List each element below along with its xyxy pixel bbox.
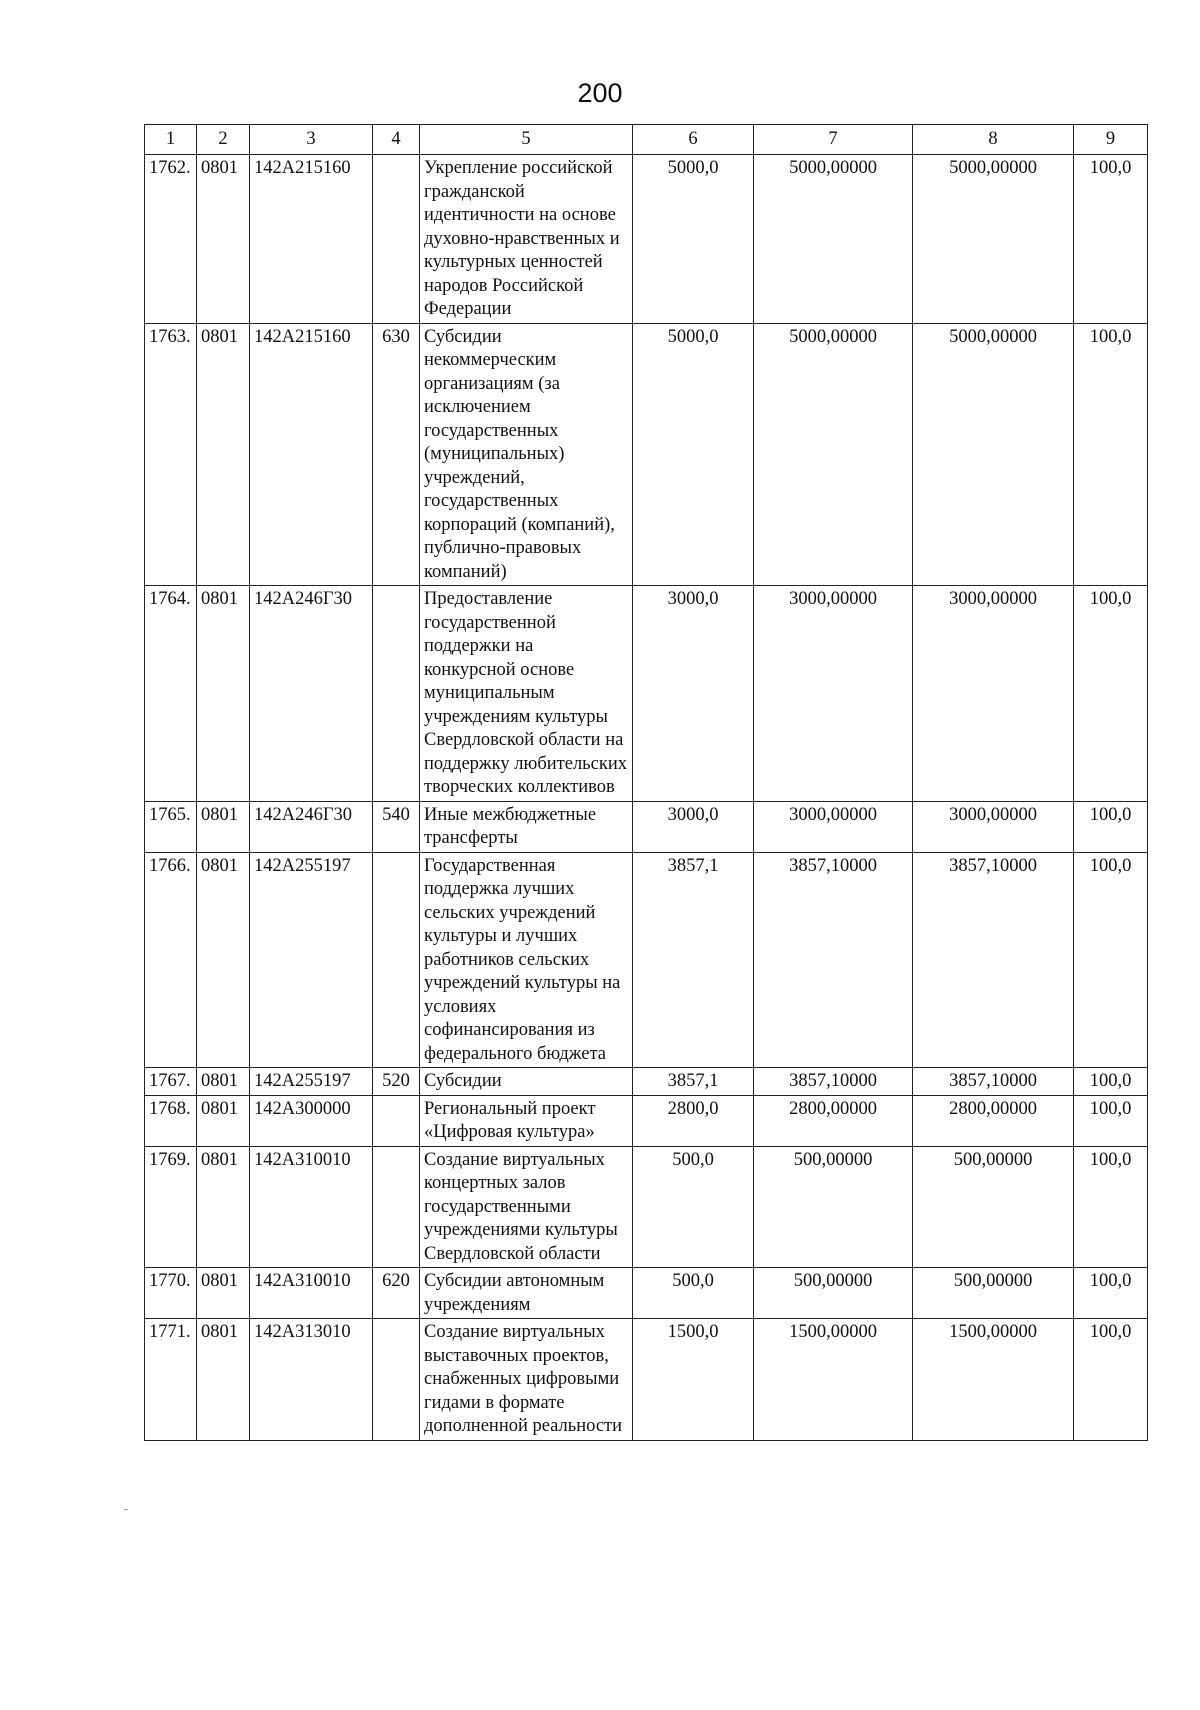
target-article-code: 142А313010 bbox=[250, 1319, 373, 1441]
table-row bbox=[145, 323, 1148, 586]
table-row bbox=[145, 586, 1148, 802]
expense-type-code bbox=[373, 852, 420, 1068]
planned-amount: 3857,10000 bbox=[754, 1068, 913, 1096]
row-number: 1771. bbox=[145, 1319, 197, 1441]
execution-percent: 100,0 bbox=[1074, 155, 1148, 324]
approved-amount: 5000,0 bbox=[633, 323, 754, 586]
table-header-row bbox=[145, 125, 1148, 155]
row-number: 1766. bbox=[145, 852, 197, 1068]
row-number: 1770. bbox=[145, 1268, 197, 1319]
target-article-code: 142А246Г30 bbox=[250, 586, 373, 802]
planned-amount: 2800,00000 bbox=[754, 1095, 913, 1146]
scan-mark bbox=[124, 1509, 128, 1510]
item-name: Субсидии автономным учреждениям bbox=[420, 1268, 633, 1319]
executed-amount: 2800,00000 bbox=[913, 1095, 1074, 1146]
planned-amount: 500,00000 bbox=[754, 1268, 913, 1319]
header-cell: 3 bbox=[250, 125, 373, 155]
row-number: 1762. bbox=[145, 155, 197, 324]
executed-amount: 5000,00000 bbox=[913, 323, 1074, 586]
table-row bbox=[145, 801, 1148, 852]
item-name: Предоставление государственной поддержки на конкурсной основе муниципальным учреждениям культуры Свердловской области на поддержку любительских творческих коллективов bbox=[420, 586, 633, 802]
row-number: 1769. bbox=[145, 1146, 197, 1268]
section-code: 0801 bbox=[197, 1268, 250, 1319]
table-row bbox=[145, 155, 1148, 324]
execution-percent: 100,0 bbox=[1074, 1146, 1148, 1268]
execution-percent: 100,0 bbox=[1074, 1068, 1148, 1096]
header-cell: 8 bbox=[913, 125, 1074, 155]
section-code: 0801 bbox=[197, 852, 250, 1068]
header-cell: 1 bbox=[145, 125, 197, 155]
expense-type-code: 630 bbox=[373, 323, 420, 586]
target-article-code: 142А255197 bbox=[250, 852, 373, 1068]
approved-amount: 3857,1 bbox=[633, 852, 754, 1068]
approved-amount: 3857,1 bbox=[633, 1068, 754, 1096]
header-cell: 7 bbox=[754, 125, 913, 155]
item-name: Государственная поддержка лучших сельских учреждений культуры и лучших работников сельских учреждений культуры на условиях софинансирования из федерального бюджета bbox=[420, 852, 633, 1068]
header-cell: 9 bbox=[1074, 125, 1148, 155]
executed-amount: 1500,00000 bbox=[913, 1319, 1074, 1441]
executed-amount: 3857,10000 bbox=[913, 1068, 1074, 1096]
expense-type-code: 540 bbox=[373, 801, 420, 852]
item-name: Создание виртуальных концертных залов государственными учреждениями культуры Свердловской области bbox=[420, 1146, 633, 1268]
item-name: Субсидии некоммерческим организациям (за исключением государственных (муниципальных) учреждений, государственных корпораций (компаний), публично-правовых компаний) bbox=[420, 323, 633, 586]
section-code: 0801 bbox=[197, 1095, 250, 1146]
target-article-code: 142А215160 bbox=[250, 323, 373, 586]
table-row bbox=[145, 1146, 1148, 1268]
row-number: 1765. bbox=[145, 801, 197, 852]
section-code: 0801 bbox=[197, 1068, 250, 1096]
table-row bbox=[145, 1319, 1148, 1441]
header-cell: 6 bbox=[633, 125, 754, 155]
expense-type-code bbox=[373, 1319, 420, 1441]
approved-amount: 3000,0 bbox=[633, 586, 754, 802]
table-row bbox=[145, 1068, 1148, 1096]
execution-percent: 100,0 bbox=[1074, 586, 1148, 802]
expense-type-code: 520 bbox=[373, 1068, 420, 1096]
executed-amount: 5000,00000 bbox=[913, 155, 1074, 324]
page-number: 200 bbox=[577, 78, 623, 108]
section-code: 0801 bbox=[197, 155, 250, 324]
item-name: Региональный проект «Цифровая культура» bbox=[420, 1095, 633, 1146]
item-name: Создание виртуальных выставочных проектов, снабженных цифровыми гидами в формате дополненной реальности bbox=[420, 1319, 633, 1441]
approved-amount: 3000,0 bbox=[633, 801, 754, 852]
target-article-code: 142А255197 bbox=[250, 1068, 373, 1096]
execution-percent: 100,0 bbox=[1074, 1095, 1148, 1146]
approved-amount: 500,0 bbox=[633, 1146, 754, 1268]
planned-amount: 3000,00000 bbox=[754, 801, 913, 852]
planned-amount: 500,00000 bbox=[754, 1146, 913, 1268]
expense-type-code bbox=[373, 1095, 420, 1146]
expense-type-code bbox=[373, 155, 420, 324]
section-code: 0801 bbox=[197, 801, 250, 852]
section-code: 0801 bbox=[197, 1146, 250, 1268]
target-article-code: 142А215160 bbox=[250, 155, 373, 324]
target-article-code: 142А310010 bbox=[250, 1146, 373, 1268]
expense-type-code bbox=[373, 1146, 420, 1268]
execution-percent: 100,0 bbox=[1074, 323, 1148, 586]
header-cell: 5 bbox=[420, 125, 633, 155]
planned-amount: 3857,10000 bbox=[754, 852, 913, 1068]
target-article-code: 142А246Г30 bbox=[250, 801, 373, 852]
executed-amount: 500,00000 bbox=[913, 1146, 1074, 1268]
approved-amount: 1500,0 bbox=[633, 1319, 754, 1441]
execution-percent: 100,0 bbox=[1074, 1319, 1148, 1441]
item-name: Укрепление российской гражданской идентичности на основе духовно-нравственных и культурных ценностей народов Российской Федерации bbox=[420, 155, 633, 324]
row-number: 1768. bbox=[145, 1095, 197, 1146]
table-row bbox=[145, 1268, 1148, 1319]
execution-percent: 100,0 bbox=[1074, 852, 1148, 1068]
approved-amount: 5000,0 bbox=[633, 155, 754, 324]
row-number: 1764. bbox=[145, 586, 197, 802]
section-code: 0801 bbox=[197, 323, 250, 586]
planned-amount: 3000,00000 bbox=[754, 586, 913, 802]
table-row bbox=[145, 852, 1148, 1068]
section-code: 0801 bbox=[197, 586, 250, 802]
header-cell: 2 bbox=[197, 125, 250, 155]
planned-amount: 5000,00000 bbox=[754, 155, 913, 324]
target-article-code: 142А300000 bbox=[250, 1095, 373, 1146]
approved-amount: 2800,0 bbox=[633, 1095, 754, 1146]
target-article-code: 142А310010 bbox=[250, 1268, 373, 1319]
planned-amount: 1500,00000 bbox=[754, 1319, 913, 1441]
execution-percent: 100,0 bbox=[1074, 801, 1148, 852]
approved-amount: 500,0 bbox=[633, 1268, 754, 1319]
planned-amount: 5000,00000 bbox=[754, 323, 913, 586]
budget-table bbox=[144, 124, 1148, 1441]
header-cell: 4 bbox=[373, 125, 420, 155]
expense-type-code: 620 bbox=[373, 1268, 420, 1319]
execution-percent: 100,0 bbox=[1074, 1268, 1148, 1319]
table-row bbox=[145, 1095, 1148, 1146]
executed-amount: 3857,10000 bbox=[913, 852, 1074, 1068]
row-number: 1767. bbox=[145, 1068, 197, 1096]
executed-amount: 3000,00000 bbox=[913, 586, 1074, 802]
row-number: 1763. bbox=[145, 323, 197, 586]
expense-type-code bbox=[373, 586, 420, 802]
executed-amount: 3000,00000 bbox=[913, 801, 1074, 852]
item-name: Иные межбюджетные трансферты bbox=[420, 801, 633, 852]
executed-amount: 500,00000 bbox=[913, 1268, 1074, 1319]
item-name: Субсидии bbox=[420, 1068, 633, 1096]
section-code: 0801 bbox=[197, 1319, 250, 1441]
